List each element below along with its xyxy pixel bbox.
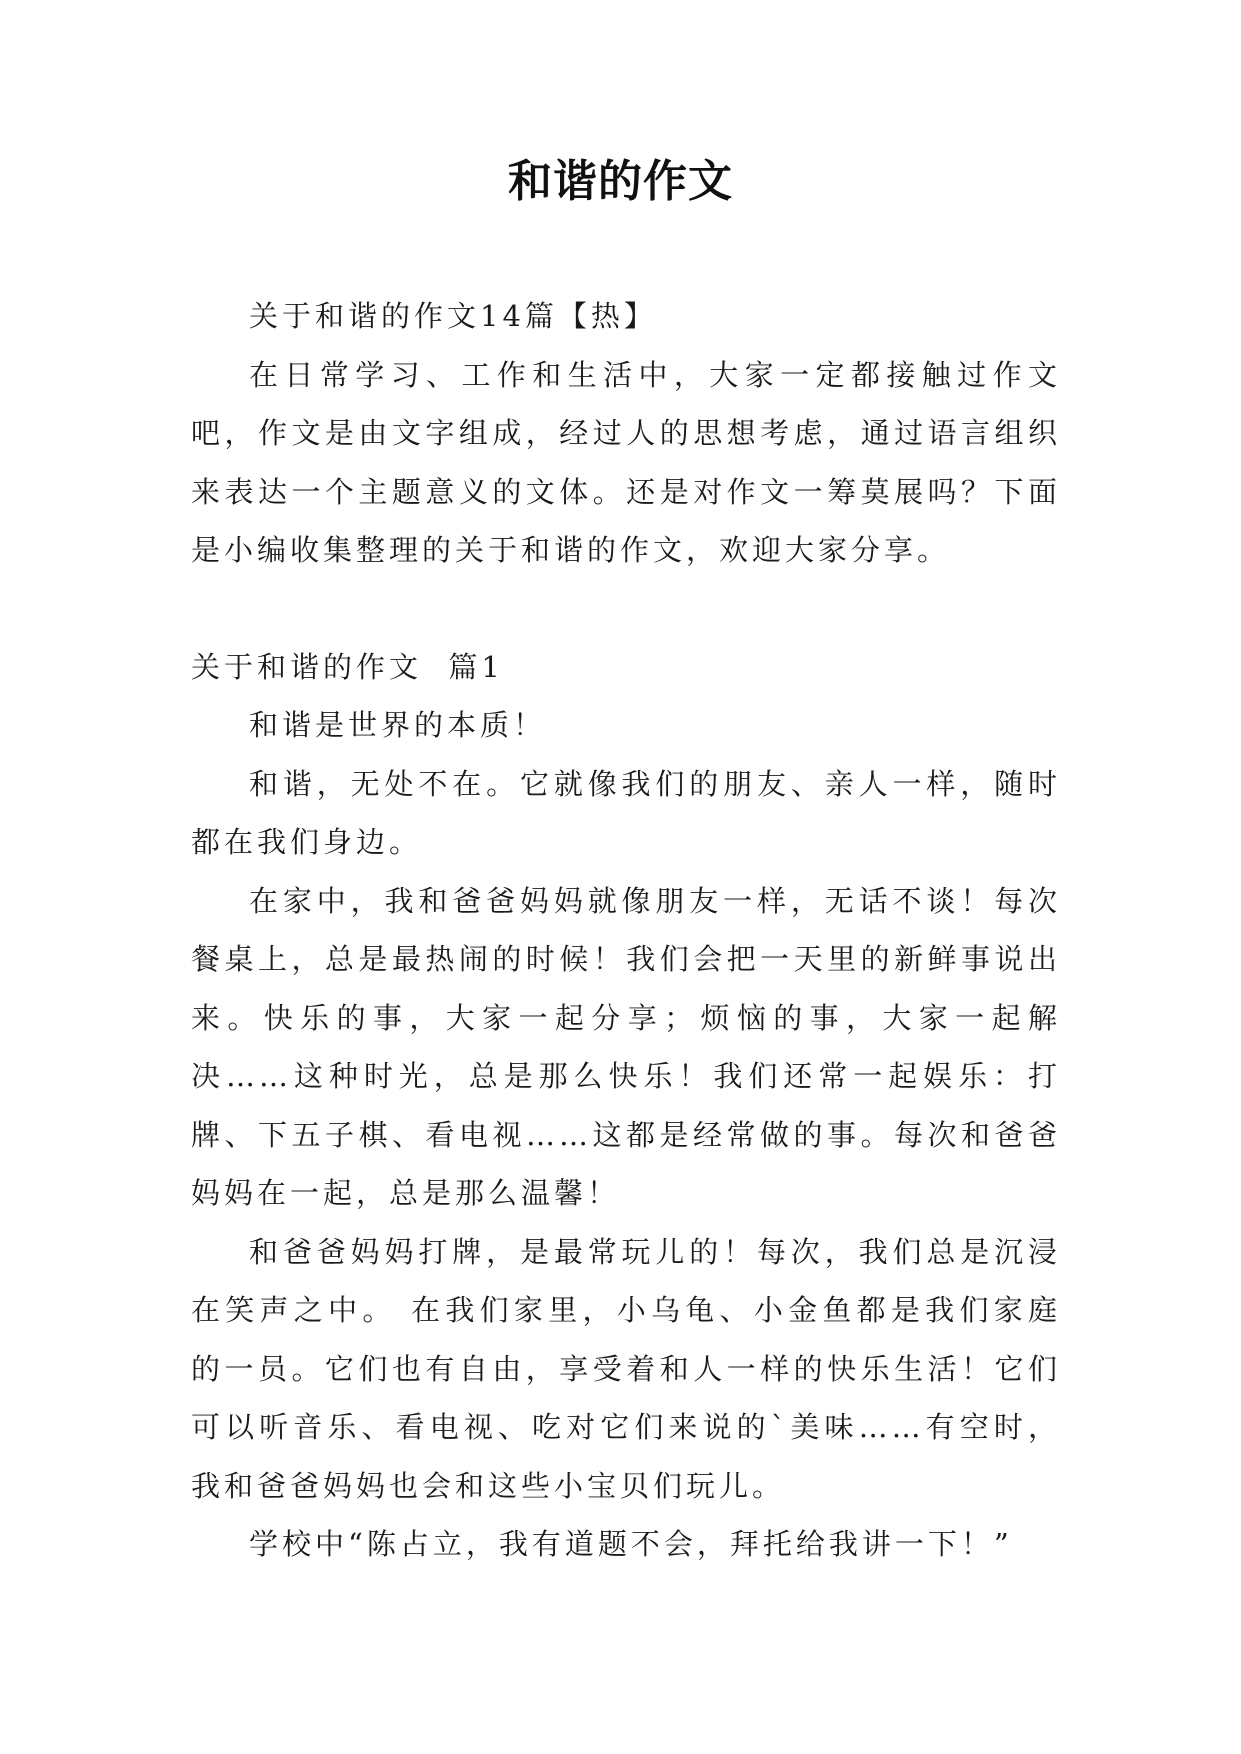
intro-heading: 关于和谐的作文14篇【热】 xyxy=(249,299,657,333)
body-paragraph: 学校中“陈占立，我有道题不会，拜托给我讲一下！” xyxy=(249,1527,1013,1561)
body-paragraph: 和谐是世界的本质！ xyxy=(249,708,547,742)
body-paragraph: 和谐，无处不在。它就像我们的朋友、亲人一样，随时都在我们身边。 xyxy=(191,766,1061,859)
section-heading: 关于和谐的作文 篇1 xyxy=(191,649,504,684)
page-title: 和谐的作文 xyxy=(508,156,733,207)
document-body xyxy=(191,287,1061,1574)
body-paragraph: 在家中，我和爸爸妈妈就像朋友一样，无话不谈！每次餐桌上，总是最热闹的时候！我们会把一天里的新鲜事说出来。快乐的事，大家一起分享；烦恼的事，大家一起解决……这种时光，总是那么快乐！我们还常一起娱乐：打牌、下五子棋、看电视……这都是经常做的事。每次和爸爸妈妈在一起，总是那么温馨！ xyxy=(191,883,1061,1210)
intro-paragraph: 在日常学习、工作和生活中，大家一定都接触过作文吧，作文是由文字组成，经过人的思想考虑，通过语言组织来表达一个主题意义的文体。还是对作文一筹莫展吗？下面是小编收集整理的关于和谐的作文，欢迎大家分享。 xyxy=(191,357,1061,567)
body-paragraph: 和爸爸妈妈打牌，是最常玩儿的！每次，我们总是沉浸在笑声之中。 在我们家里，小乌龟、小金鱼都是我们家庭的一员。它们也有自由，享受着和人一样的快乐生活！它们可以听音乐、看电视、吃对它们来说的`美味……有空时，我和爸爸妈妈也会和这些小宝贝们玩儿。 xyxy=(191,1234,1061,1503)
